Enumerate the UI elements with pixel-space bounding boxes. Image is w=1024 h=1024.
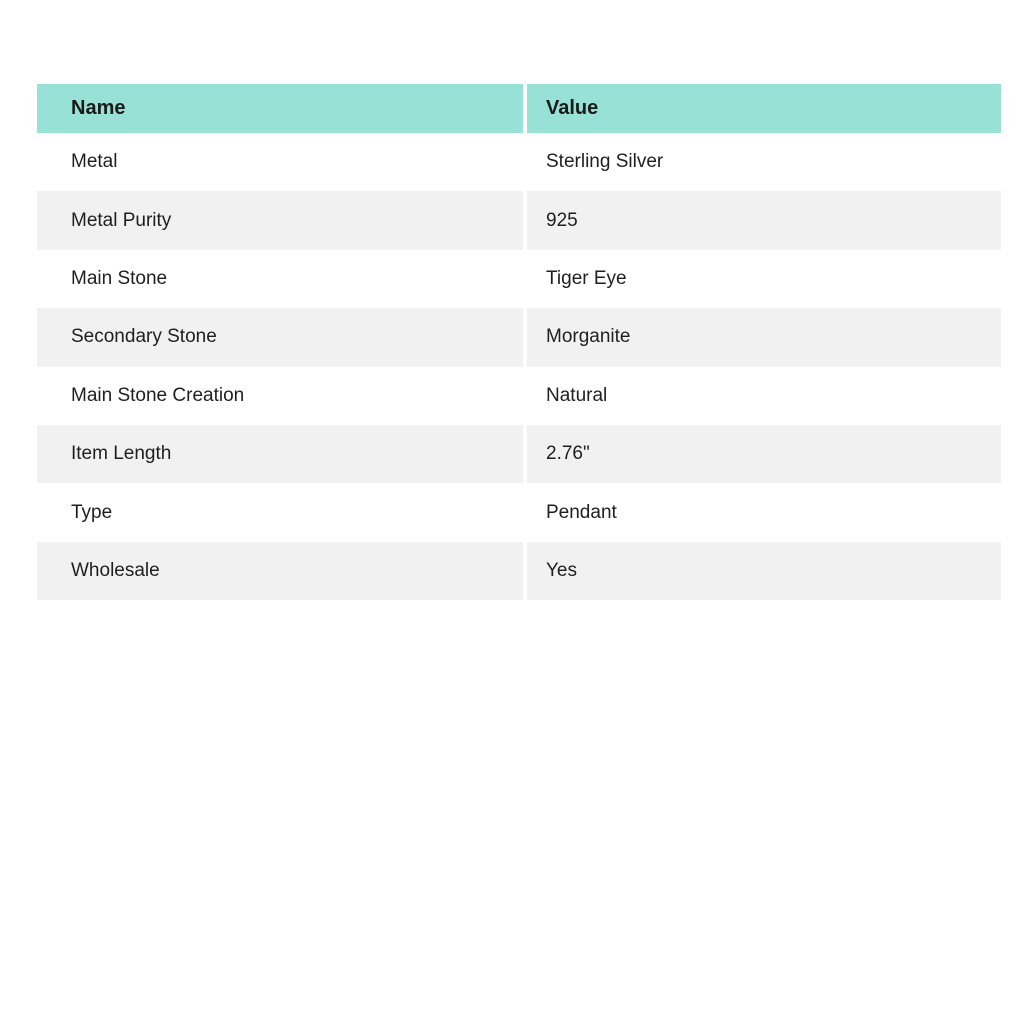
row-value-cell: Tiger Eye [546, 267, 627, 289]
row-value-cell: Natural [546, 384, 608, 406]
row-name-cell: Type [37, 483, 527, 541]
table-body [37, 133, 1001, 600]
header-name-cell: Name [37, 84, 527, 133]
header-value-cell: Value [527, 84, 1001, 133]
product-spec-table [37, 84, 1001, 600]
row-value-cell: Pendant [546, 501, 617, 523]
table-row [37, 425, 1001, 483]
row-value-cell: 2.76" [546, 443, 590, 465]
table-row [37, 367, 1001, 425]
row-name-cell: Main Stone [37, 250, 527, 308]
row-name-cell: Item Length [37, 425, 527, 483]
row-value-cell: Yes [546, 559, 577, 581]
row-value-cell: 925 [546, 209, 578, 231]
table-row [37, 191, 1001, 249]
row-value-cell: Sterling Silver [546, 151, 664, 173]
table-row [37, 542, 1001, 600]
row-name-cell: Metal [37, 133, 527, 191]
table-row [37, 308, 1001, 366]
table-row [37, 483, 1001, 541]
row-name-cell: Main Stone Creation [37, 367, 527, 425]
row-name-cell: Metal Purity [37, 191, 527, 249]
table-row [37, 250, 1001, 308]
row-name-cell: Wholesale [37, 542, 527, 600]
row-value-cell: Morganite [546, 326, 631, 348]
row-name-cell: Secondary Stone [37, 308, 527, 366]
table-header-row [37, 84, 1001, 133]
table-row [37, 133, 1001, 191]
